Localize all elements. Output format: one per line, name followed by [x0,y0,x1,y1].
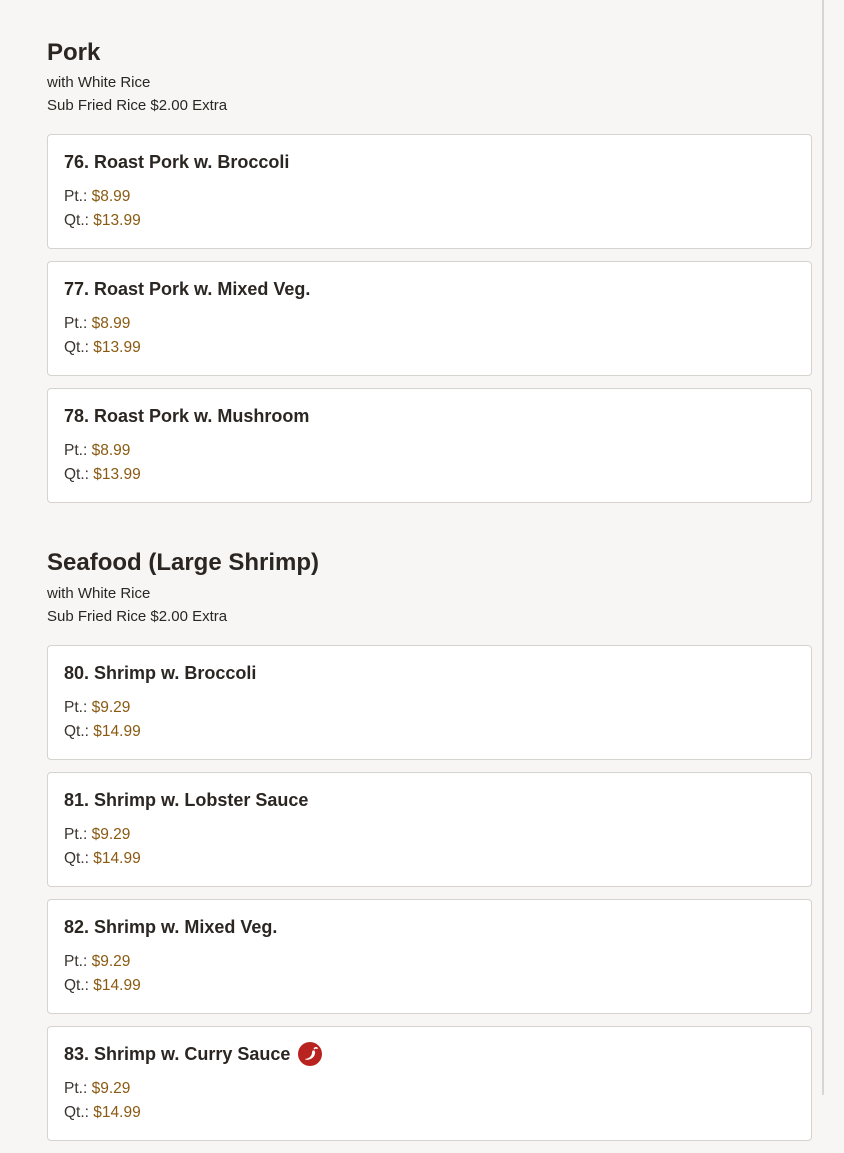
item-name-text: 77. Roast Pork w. Mixed Veg. [64,279,311,299]
item-name [64,1042,795,1066]
item-name-text: 80. Shrimp w. Broccoli [64,663,257,683]
item-name-text: 83. Shrimp w. Curry Sauce [64,1044,291,1064]
pint-price: $9.29 [91,699,131,716]
item-name-text: 81. Shrimp w. Lobster Sauce [64,790,309,810]
pint-label: Pt.: [64,315,88,332]
section-subtitle-fried-rice: Sub Fried Rice $2.00 Extra [47,608,228,625]
section-title: Seafood (Large Shrimp) [47,549,320,576]
quart-price: $13.99 [93,466,141,483]
item-name-text: 76. Roast Pork w. Broccoli [64,152,290,172]
quart-price: $14.99 [93,850,141,867]
quart-price-line [64,847,795,871]
pint-price-line [64,439,795,463]
pint-label: Pt.: [64,442,88,459]
quart-price-line [64,974,795,998]
section-seafood [47,515,812,1141]
quart-price: $13.99 [93,339,141,356]
menu-item-77[interactable] [47,261,812,376]
item-name [64,150,795,174]
menu-item-83[interactable] [47,1026,812,1141]
section-subtitle-rice: with White Rice [47,585,151,602]
menu-item-80[interactable] [47,645,812,760]
pint-price-line [64,1077,795,1101]
pint-price-line [64,696,795,720]
quart-label: Qt.: [64,723,89,740]
quart-label: Qt.: [64,466,89,483]
quart-label: Qt.: [64,339,89,356]
quart-price: $14.99 [93,1104,141,1121]
pint-label: Pt.: [64,188,88,205]
menu-content [47,0,812,1153]
pint-label: Pt.: [64,953,88,970]
quart-price: $14.99 [93,977,141,994]
menu-item-82[interactable] [47,899,812,1014]
pint-label: Pt.: [64,1080,88,1097]
item-name [64,277,795,301]
item-name [64,661,795,685]
pint-price: $9.29 [91,953,131,970]
pint-label: Pt.: [64,699,88,716]
quart-price-line [64,463,795,487]
pint-price: $8.99 [91,442,131,459]
pint-price: $8.99 [91,315,131,332]
quart-price-line [64,209,795,233]
pint-price: $9.29 [91,1080,131,1097]
pint-price-line [64,312,795,336]
menu-item-78[interactable] [47,388,812,503]
pint-price-line [64,950,795,974]
menu-item-76[interactable] [47,134,812,249]
quart-price: $14.99 [93,723,141,740]
pint-price-line [64,185,795,209]
item-name-text: 82. Shrimp w. Mixed Veg. [64,917,278,937]
section-pork [47,0,812,503]
quart-price: $13.99 [93,212,141,229]
item-name-text: 78. Roast Pork w. Mushroom [64,406,310,426]
item-name [64,404,795,428]
item-name [64,788,795,812]
right-divider [822,0,824,1095]
quart-price-line [64,1101,795,1125]
quart-price-line [64,336,795,360]
item-name [64,915,795,939]
pint-label: Pt.: [64,826,88,843]
section-subtitle-fried-rice: Sub Fried Rice $2.00 Extra [47,97,228,114]
section-title: Pork [47,39,101,66]
quart-label: Qt.: [64,977,89,994]
quart-label: Qt.: [64,212,89,229]
chili-pepper-icon [298,1042,322,1066]
pint-price: $9.29 [91,826,131,843]
section-subtitle-rice: with White Rice [47,74,151,91]
quart-price-line [64,720,795,744]
quart-label: Qt.: [64,1104,89,1121]
quart-label: Qt.: [64,850,89,867]
pint-price: $8.99 [91,188,131,205]
menu-item-81[interactable] [47,772,812,887]
pint-price-line [64,823,795,847]
